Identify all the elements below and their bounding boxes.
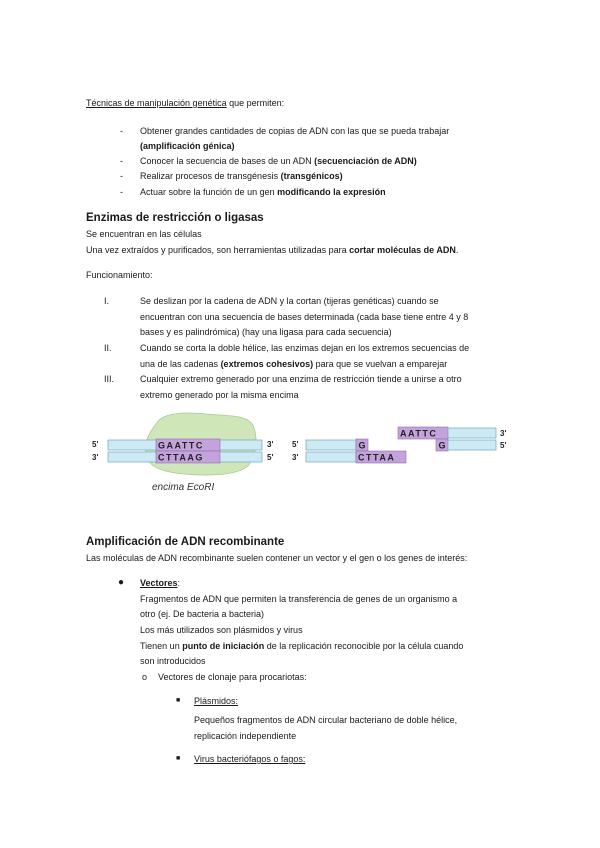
intro-rest: que permiten: [226,98,285,108]
step-text: para que se vuelvan a emparejar [313,359,448,369]
ecori-diagram [86,410,526,500]
label-3prime: 3' [500,429,507,438]
label-3prime: 3' [267,440,274,449]
list-item-bold: modificando la expresión [277,187,386,197]
paragraph-bold: cortar moléculas de ADN [349,245,456,255]
virus-colon: : [302,754,306,764]
plasmidos-label [194,695,238,707]
sequence-bottom: CTTAAG [158,452,204,463]
step-line: bases y es palindrómica) (hay una ligasa para cada secuencia) [140,327,392,337]
section-heading-amplification: Amplificación de ADN recombinante [86,536,285,548]
list-item [140,186,386,198]
bullet-dot: ● [118,577,125,588]
section-heading-enzymes: Enzimas de restricción o ligasas [86,212,264,224]
list-item-bold: (transgénicos) [280,171,343,181]
list-item-text: Actuar sobre la función de un gen [140,187,278,197]
list-item [140,170,343,182]
bullet-square: ■ [176,697,181,704]
vector-line [140,640,463,652]
vectores-colon: : [177,578,181,588]
vector-line: Los más utilizados son plásmidos y virus [140,625,303,635]
plasmidos-colon: : [235,696,239,706]
list-item: Obtener grandes cantidades de copias de ADN con las que se pueda trabajar [140,126,450,136]
step-line: extremo generado por la misma encima [140,390,299,400]
step-marker: III. [104,374,115,384]
label-3prime: 3' [92,453,99,462]
vector-line: son introducidos [140,656,206,666]
label-5prime: 5' [92,440,99,449]
virus-text: Virus bacteriófagos o fagos [194,754,303,764]
step-bold: (extremos cohesivos) [220,359,314,369]
plasmidos-line: replicación independiente [194,731,297,741]
list-item-bold: (amplificación génica) [140,141,235,151]
enzyme-label: encima EcoRI [152,482,215,493]
vectores-label: Vectores [140,578,178,588]
paragraph-line [86,244,458,256]
label-5prime: 5' [267,453,274,462]
list-marker: - [120,187,123,197]
virus-label [194,753,305,765]
sub-list-item: Vectores de clonaje para procariotas: [158,672,307,682]
fragment-left-top [306,440,356,450]
step-line: encuentran con una secuencia de bases determinada (cada base tiene entre 4 y 8 [140,312,469,322]
vectores-line [140,577,180,589]
vector-line: otro (ej. De bacteria a bacteria) [140,609,265,619]
step-line: Cuando se corta la doble hélice, las enzimas dejan en los extremos secuencias de [140,343,470,353]
list-item [140,155,417,167]
vector-text: de la replicación reconocible por la célula cuando [264,641,464,651]
vector-bold: punto de iniciación [182,641,265,651]
paragraph-text: . [455,245,459,255]
fragment-left-bottom [306,452,356,462]
list-item-text: Realizar procesos de transgénesis [140,171,281,181]
fragment-right-bottom [448,440,496,450]
fragment-right-top [448,428,496,438]
overhang-bottom-seq: CTTAA [358,452,396,463]
intro-line [86,97,284,109]
list-marker: - [120,126,123,136]
sequence-top: GAATTC [158,440,204,451]
plasmidos-text: Plásmidos [194,696,236,706]
base-g: G [438,440,446,451]
paragraph-line: Se encuentran en las células [86,229,202,239]
plasmidos-line: Pequeños fragmentos de ADN circular bacteriano de doble hélice, [194,715,458,725]
label-3prime: 3' [292,453,299,462]
list-item-text: Conocer la secuencia de bases de un ADN [140,156,315,166]
base-g: G [358,440,366,451]
overhang-top-seq: AATTC [400,428,438,439]
vector-line: Fragmentos de ADN que permiten la transferencia de genes de un organismo a [140,594,458,604]
bullet-square: ■ [176,755,181,762]
label-5prime: 5' [500,441,507,450]
paragraph-text: Una vez extraídos y purificados, son herramientas utilizadas para [86,245,350,255]
funcionamiento-label: Funcionamiento: [86,270,153,280]
list-item-bold: (secuenciación de ADN) [314,156,417,166]
paragraph-line: Las moléculas de ADN recombinante suelen contener un vector y el gen o los genes de interés: [86,553,468,563]
list-marker: - [120,156,123,166]
step-line: Cualquier extremo generado por una enzima de restricción tiende a unirse a otro [140,374,462,384]
label-5prime: 5' [292,440,299,449]
step-marker: II. [104,343,112,353]
step-marker: I. [104,296,110,306]
intro-underlined: Técnicas de manipulación genética [86,98,227,108]
step-line [140,358,447,370]
step-text: una de las cadenas [140,359,221,369]
sub-marker: o [142,672,148,682]
step-line: Se deslizan por la cadena de ADN y la cortan (tijeras genéticas) cuando se [140,296,439,306]
list-marker: - [120,171,123,181]
vector-text: Tienen un [140,641,183,651]
